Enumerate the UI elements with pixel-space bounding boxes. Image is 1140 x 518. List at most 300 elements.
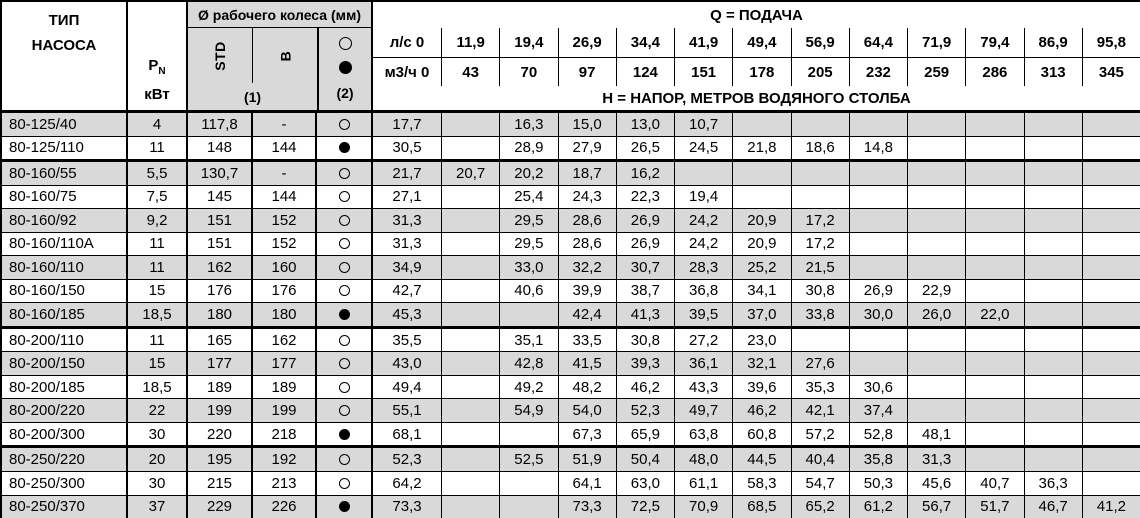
- head-value: 21,5: [791, 256, 849, 279]
- table-row: [2, 279, 1140, 303]
- table-row: [2, 326, 1140, 352]
- head-value: 28,6: [558, 209, 616, 232]
- head-value: 68,1: [392, 425, 422, 443]
- head-value: 17,2: [791, 209, 849, 232]
- impeller-b-mm: 218: [253, 423, 317, 446]
- head-value: [907, 352, 965, 375]
- head-value: 31,3: [392, 211, 422, 229]
- head-value: [965, 113, 1023, 136]
- head-value: 20,7: [441, 162, 499, 185]
- table-row: [2, 302, 1140, 326]
- head-value: 30,5: [392, 139, 422, 157]
- head-value: 49,2: [499, 376, 557, 399]
- head-value: 33,0: [499, 256, 557, 279]
- head-value: [1082, 209, 1140, 232]
- head-value: 26,9: [616, 233, 674, 256]
- head-value: [907, 113, 965, 136]
- head-value: [732, 162, 790, 185]
- head-value: 39,6: [732, 376, 790, 399]
- head-value: 24,2: [674, 209, 732, 232]
- head-value: 27,6: [791, 352, 849, 375]
- impeller-b-mm: 162: [253, 329, 317, 352]
- head-value: 70,9: [674, 496, 732, 518]
- head-value: 56,7: [907, 496, 965, 518]
- flow-m3h-value: 259: [907, 58, 965, 86]
- variant-mark-cell: [317, 496, 373, 518]
- head-value: [441, 448, 499, 471]
- head-value: [1082, 352, 1140, 375]
- power-unit: кВт: [144, 86, 170, 103]
- table-row: [2, 208, 1140, 232]
- head-value: 39,3: [616, 352, 674, 375]
- impeller-b-mm: 213: [253, 472, 317, 495]
- flow-m3h-value: 124: [616, 58, 674, 86]
- variant-mark-cell: [317, 423, 373, 446]
- table-row: [2, 375, 1140, 399]
- impeller-std-mm: 162: [188, 256, 253, 279]
- variant-mark-cell: [317, 233, 373, 256]
- head-value: 36,3: [1024, 472, 1082, 495]
- impeller-b-mm: -: [253, 162, 317, 185]
- impeller-std-mm: 220: [188, 423, 253, 446]
- impeller-std-mm: 145: [188, 186, 253, 209]
- open-circle-icon: [339, 215, 350, 226]
- head-value: 49,4: [392, 378, 422, 396]
- pump-type-header-line1: ТИП: [48, 12, 80, 29]
- head-value: 41,2: [1082, 496, 1140, 518]
- head-value: 48,1: [907, 423, 965, 446]
- flow-ls-value: 34,4: [616, 28, 674, 57]
- head-value: [674, 162, 732, 185]
- head-value: 55,1: [392, 402, 422, 420]
- head-value: 52,3: [616, 399, 674, 422]
- table-row: [2, 351, 1140, 375]
- head-value: 50,3: [849, 472, 907, 495]
- flow-ls-value: 79,4: [965, 28, 1023, 57]
- head-value: [1024, 352, 1082, 375]
- head-value: 42,7: [392, 282, 422, 300]
- head-value: [1024, 280, 1082, 303]
- head-value: 27,1: [392, 188, 422, 206]
- head-value: 21,8: [732, 137, 790, 160]
- head-value: 48,0: [674, 448, 732, 471]
- head-value: 27,9: [558, 137, 616, 160]
- head-value: 37,4: [849, 399, 907, 422]
- impeller-std-mm: 215: [188, 472, 253, 495]
- head-value: [1024, 113, 1082, 136]
- impeller-b-mm: 226: [253, 496, 317, 518]
- flow-ls-row: [373, 28, 1140, 58]
- head-value: [1082, 329, 1140, 352]
- head-value: 24,5: [674, 137, 732, 160]
- head-value: 22,3: [616, 186, 674, 209]
- head-value: [1024, 137, 1082, 160]
- head-value: [441, 423, 499, 446]
- table-row: [2, 422, 1140, 446]
- head-value: 50,4: [616, 448, 674, 471]
- variant-mark-cell: [317, 399, 373, 422]
- table-row: [2, 445, 1140, 471]
- open-circle-icon: [339, 191, 350, 202]
- impeller-std-mm: 199: [188, 399, 253, 422]
- head-value: [1082, 472, 1140, 495]
- head-value: [907, 376, 965, 399]
- impeller-title: Ø рабочего колеса (мм): [188, 2, 371, 28]
- head-value: [441, 399, 499, 422]
- pump-type-header-line2: НАСОСА: [31, 37, 97, 54]
- open-circle-icon: [339, 37, 352, 50]
- table-row: [2, 113, 1140, 136]
- open-circle-icon: [339, 285, 350, 296]
- head-value: 25,2: [732, 256, 790, 279]
- flow-title: Q = ПОДАЧА: [710, 6, 803, 24]
- pump-type: 80-125/40: [2, 113, 128, 136]
- head-value: 27,2: [674, 329, 732, 352]
- head-value: [791, 113, 849, 136]
- head-value: [1082, 280, 1140, 303]
- head-value: [1082, 233, 1140, 256]
- table-row: [2, 495, 1140, 518]
- head-value: 73,3: [558, 496, 616, 518]
- flow-m3h-value: 205: [791, 58, 849, 86]
- head-value: 52,3: [392, 451, 422, 469]
- impeller-std-mm: 165: [188, 329, 253, 352]
- flow-m3h-value: 43: [441, 58, 499, 86]
- impeller-b-header: В: [277, 50, 293, 61]
- head-value: [1024, 303, 1082, 326]
- head-value: [441, 186, 499, 209]
- head-value: 30,7: [616, 256, 674, 279]
- head-value: [849, 352, 907, 375]
- head-value: 63,8: [674, 423, 732, 446]
- head-value: 35,5: [392, 331, 422, 349]
- head-value: 61,1: [674, 472, 732, 495]
- impeller-std-mm: 148: [188, 137, 253, 160]
- head-value: 73,3: [392, 498, 422, 516]
- pump-type: 80-200/150: [2, 352, 128, 375]
- head-value: [1082, 399, 1140, 422]
- head-value: 31,3: [392, 235, 422, 253]
- head-value: [965, 376, 1023, 399]
- head-value: [1082, 113, 1140, 136]
- power-symbol: $P_N$: [148, 57, 166, 77]
- impeller-header-group: [188, 2, 373, 110]
- pump-type: 80-160/92: [2, 209, 128, 232]
- variant-mark-cell: [317, 352, 373, 375]
- flow-ls-value: 11,9: [441, 28, 499, 57]
- head-value: 21,7: [392, 164, 422, 182]
- head-value: 42,1: [791, 399, 849, 422]
- open-circle-icon: [339, 262, 350, 273]
- head-value: [1082, 186, 1140, 209]
- impeller-b-mm: 144: [253, 137, 317, 160]
- head-value: 51,9: [558, 448, 616, 471]
- impeller-b-mm: 192: [253, 448, 317, 471]
- head-value: [441, 209, 499, 232]
- head-value: 31,3: [907, 448, 965, 471]
- head-value: [1082, 256, 1140, 279]
- head-value: [1024, 233, 1082, 256]
- note-2: (2): [336, 84, 354, 101]
- head-value: [732, 186, 790, 209]
- head-value: 24,2: [674, 233, 732, 256]
- head-value: 32,2: [558, 256, 616, 279]
- head-value: [791, 186, 849, 209]
- head-value: [1024, 256, 1082, 279]
- flow-ls-value: 95,8: [1082, 28, 1140, 57]
- variant-mark-cell: [317, 280, 373, 303]
- filled-circle-icon: [339, 501, 350, 512]
- pump-power-kw: 15: [128, 352, 188, 375]
- head-value: 43,0: [392, 355, 422, 373]
- head-value: [907, 233, 965, 256]
- note-1: (1): [243, 88, 262, 105]
- impeller-std-mm: 151: [188, 209, 253, 232]
- head-value: [499, 496, 557, 518]
- head-value: 16,2: [616, 162, 674, 185]
- flow-header-group: [373, 2, 1140, 110]
- head-value: [1024, 162, 1082, 185]
- pump-power-kw: 37: [128, 496, 188, 518]
- head-value: [732, 113, 790, 136]
- head-value: 18,7: [558, 162, 616, 185]
- head-value: [1082, 303, 1140, 326]
- impeller-std-mm: 130,7: [188, 162, 253, 185]
- head-value: 57,2: [791, 423, 849, 446]
- head-value: 46,2: [732, 399, 790, 422]
- table-row: [2, 471, 1140, 495]
- impeller-std-mm: 189: [188, 376, 253, 399]
- head-value: [965, 352, 1023, 375]
- head-value: [441, 113, 499, 136]
- head-value: [441, 256, 499, 279]
- head-value: 30,6: [849, 376, 907, 399]
- head-value: 64,1: [558, 472, 616, 495]
- head-value: 41,5: [558, 352, 616, 375]
- head-value: 33,8: [791, 303, 849, 326]
- head-value: [965, 209, 1023, 232]
- variant-mark-header: [317, 28, 371, 110]
- head-value: [499, 472, 557, 495]
- head-value: [965, 280, 1023, 303]
- variant-mark-cell: [317, 303, 373, 326]
- open-circle-icon: [339, 454, 350, 465]
- head-value: [965, 329, 1023, 352]
- impeller-std-header: STD: [188, 28, 253, 83]
- flow-ls-value: 41,9: [674, 28, 732, 57]
- head-value: 28,3: [674, 256, 732, 279]
- pump-power-kw: 18,5: [128, 303, 188, 326]
- head-value: 10,7: [674, 113, 732, 136]
- head-value: 72,5: [616, 496, 674, 518]
- head-value: [1024, 329, 1082, 352]
- impeller-std-mm: 229: [188, 496, 253, 518]
- head-value: 18,6: [791, 137, 849, 160]
- head-value: [965, 448, 1023, 471]
- flow-m3h-value: 97: [558, 58, 616, 86]
- head-value: [1082, 137, 1140, 160]
- head-value: 22,9: [907, 280, 965, 303]
- filled-circle-icon: [339, 61, 352, 74]
- head-value: 63,0: [616, 472, 674, 495]
- head-value: 42,8: [499, 352, 557, 375]
- head-value: [849, 256, 907, 279]
- pump-type: 80-125/110: [2, 137, 128, 160]
- head-value: [1024, 448, 1082, 471]
- variant-mark-cell: [317, 376, 373, 399]
- head-value: [1082, 423, 1140, 446]
- head-value: 28,9: [499, 137, 557, 160]
- head-value: 34,1: [732, 280, 790, 303]
- head-value: [441, 280, 499, 303]
- variant-mark-cell: [317, 256, 373, 279]
- head-value: 40,6: [499, 280, 557, 303]
- head-value: 29,5: [499, 233, 557, 256]
- head-value: [965, 186, 1023, 209]
- head-value: 42,4: [558, 303, 616, 326]
- flow-m3h-value: 286: [965, 58, 1023, 86]
- head-value: 45,3: [392, 306, 422, 324]
- filled-circle-icon: [339, 429, 350, 440]
- head-value: 37,0: [732, 303, 790, 326]
- head-value: 58,3: [732, 472, 790, 495]
- head-value: [1024, 423, 1082, 446]
- pump-type: 80-200/300: [2, 423, 128, 446]
- head-value: 32,1: [732, 352, 790, 375]
- pump-power-kw: 18,5: [128, 376, 188, 399]
- head-value: 40,4: [791, 448, 849, 471]
- impeller-b-mm: 160: [253, 256, 317, 279]
- head-value: [965, 423, 1023, 446]
- pump-power-kw: 11: [128, 233, 188, 256]
- head-value: 30,8: [616, 329, 674, 352]
- flow-ls-value: 49,4: [732, 28, 790, 57]
- head-value: [907, 329, 965, 352]
- head-value: 48,2: [558, 376, 616, 399]
- head-value: [441, 472, 499, 495]
- open-circle-icon: [339, 335, 350, 346]
- head-value: [1082, 376, 1140, 399]
- head-value: 65,9: [616, 423, 674, 446]
- rated-power-header: [128, 2, 188, 110]
- impeller-std-mm: 117,8: [188, 113, 253, 136]
- impeller-std-mm: 195: [188, 448, 253, 471]
- head-value: 46,2: [616, 376, 674, 399]
- head-value: [965, 137, 1023, 160]
- head-value: 54,7: [791, 472, 849, 495]
- pump-power-kw: 11: [128, 329, 188, 352]
- impeller-b-mm: 176: [253, 280, 317, 303]
- head-value: 20,2: [499, 162, 557, 185]
- head-value: [849, 186, 907, 209]
- head-value: 36,1: [674, 352, 732, 375]
- head-value: 26,0: [907, 303, 965, 326]
- pump-type: 80-250/370: [2, 496, 128, 518]
- flow-m3h-value: 178: [732, 58, 790, 86]
- head-value: [965, 256, 1023, 279]
- pump-power-kw: 5,5: [128, 162, 188, 185]
- head-value: [1024, 376, 1082, 399]
- impeller-std-mm: 177: [188, 352, 253, 375]
- open-circle-icon: [339, 358, 350, 369]
- head-value: 45,6: [907, 472, 965, 495]
- table-row: [2, 398, 1140, 422]
- impeller-std-mm: 180: [188, 303, 253, 326]
- flow-m3h-row: [373, 58, 1140, 86]
- flow-ls-value: 71,9: [907, 28, 965, 57]
- open-circle-icon: [339, 119, 350, 130]
- flow-m3h-value: 151: [674, 58, 732, 86]
- head-value: 34,9: [392, 258, 422, 276]
- impeller-b-mm: 199: [253, 399, 317, 422]
- pump-power-kw: 11: [128, 256, 188, 279]
- head-value: 22,0: [965, 303, 1023, 326]
- head-value: [907, 256, 965, 279]
- open-circle-icon: [339, 238, 350, 249]
- pump-power-kw: 9,2: [128, 209, 188, 232]
- head-value: 19,4: [674, 186, 732, 209]
- head-value: [907, 399, 965, 422]
- filled-circle-icon: [339, 309, 350, 320]
- head-value: [907, 162, 965, 185]
- open-circle-icon: [339, 382, 350, 393]
- pump-power-kw: 22: [128, 399, 188, 422]
- head-value: [907, 209, 965, 232]
- head-value: [907, 186, 965, 209]
- head-value: [965, 162, 1023, 185]
- head-value: 49,7: [674, 399, 732, 422]
- head-value: [907, 137, 965, 160]
- flow-ls-value: 86,9: [1024, 28, 1082, 57]
- pump-power-kw: 30: [128, 423, 188, 446]
- impeller-std-mm: 151: [188, 233, 253, 256]
- head-value: 38,7: [616, 280, 674, 303]
- pump-type: 80-200/185: [2, 376, 128, 399]
- impeller-b-mm: 177: [253, 352, 317, 375]
- impeller-b-mm: 189: [253, 376, 317, 399]
- head-value: [1082, 162, 1140, 185]
- table-row: [2, 136, 1140, 160]
- head-value: [441, 303, 499, 326]
- head-value: 39,5: [674, 303, 732, 326]
- pump-type: 80-160/110A: [2, 233, 128, 256]
- pump-power-kw: 30: [128, 472, 188, 495]
- head-value: 35,3: [791, 376, 849, 399]
- variant-mark-cell: [317, 186, 373, 209]
- pump-type-header: [2, 2, 128, 110]
- head-value: [1024, 209, 1082, 232]
- flow-m3h-value: 345: [1082, 58, 1140, 86]
- head-value: 15,0: [558, 113, 616, 136]
- flow-m3h-value: 70: [499, 58, 557, 86]
- head-title: Н = НАПОР, МЕТРОВ ВОДЯНОГО СТОЛБА: [602, 89, 911, 107]
- head-value: [1024, 399, 1082, 422]
- pump-power-kw: 15: [128, 280, 188, 303]
- head-value: 20,9: [732, 233, 790, 256]
- head-value: 25,4: [499, 186, 557, 209]
- pump-type: 80-200/220: [2, 399, 128, 422]
- head-value: 24,3: [558, 186, 616, 209]
- head-value: [965, 399, 1023, 422]
- head-value: 16,3: [499, 113, 557, 136]
- head-value: 52,8: [849, 423, 907, 446]
- variant-mark-cell: [317, 113, 373, 136]
- head-value: 26,5: [616, 137, 674, 160]
- head-value: 17,2: [791, 233, 849, 256]
- head-value: 29,5: [499, 209, 557, 232]
- head-value: 36,8: [674, 280, 732, 303]
- head-value: [499, 303, 557, 326]
